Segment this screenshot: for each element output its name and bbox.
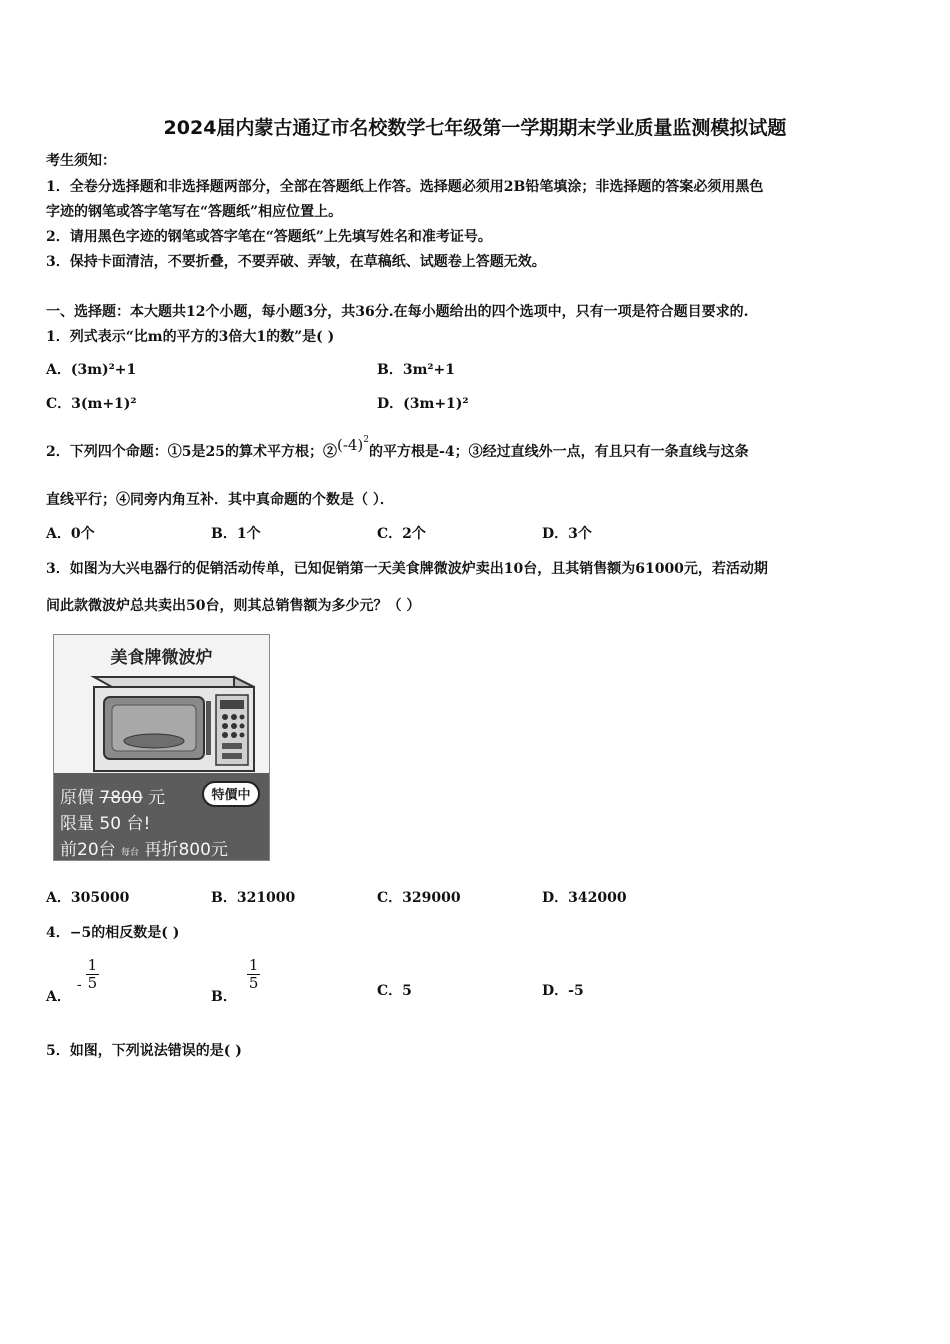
notice-heading: 考生须知： [46, 153, 116, 169]
question-3-stem-line-2: 间此款微波炉总共卖出50台，则其总销售额为多少元？（ ） [46, 598, 421, 614]
question-3-option-d: D．342000 [542, 890, 627, 906]
question-1-option-c: C．3(m+1)² [46, 396, 137, 412]
ad-price-panel [54, 773, 269, 861]
question-2-expression [337, 435, 369, 458]
expression-base: (-4) [336, 436, 364, 454]
question-4-option-c: C．5 [377, 983, 412, 999]
question-2-option-b: B．1个 [211, 526, 261, 542]
discount-per-unit: 每台 [121, 848, 140, 858]
option-a-sign: - [76, 976, 82, 993]
fraction-denominator: 5 [87, 974, 98, 992]
ad-original-price [60, 783, 165, 808]
fraction-numerator: 1 [87, 956, 98, 974]
question-1-option-b: B．3m²+1 [377, 362, 455, 378]
question-2-stem [46, 435, 749, 464]
sale-badge: 特價中 [202, 781, 260, 807]
option-a-label: A． [46, 988, 71, 1005]
question-3-option-a: A．305000 [46, 890, 130, 906]
question-4-option-b [211, 956, 260, 1005]
notice-line-1: 1．全卷分选择题和非选择题两部分，全部在答题纸上作答。选择题必须用2B铅笔填涂；非选择题的答案必须用黑色 [46, 179, 764, 195]
microwave-ad-image [53, 634, 270, 861]
original-price-value: 7800 [99, 788, 143, 808]
notice-line-2: 字迹的钢笔或答字笔写在“答题纸”相应位置上。 [46, 204, 343, 220]
expression-exponent: 2 [363, 435, 370, 445]
question-1-option-d: D．(3m+1)² [377, 396, 469, 412]
question-5-stem: 5．如图，下列说法错误的是( ) [46, 1043, 242, 1059]
ad-heading: 美食牌微波炉 [110, 648, 213, 668]
page-title: 2024届内蒙古通辽市名校数学七年级第一学期期末学业质量监测模拟试题 [163, 117, 787, 139]
question-3-option-c: C．329000 [377, 890, 461, 906]
question-2-option-c: C．2个 [377, 526, 426, 542]
question-2-stem-part-2: 的平方根是-4；③经过直线外一点，有且只有一条直线与这条 [369, 444, 749, 460]
question-1-option-a: A．(3m)²+1 [46, 362, 137, 378]
question-2-stem-line-2: 直线平行；④同旁内角互补．其中真命题的个数是（ ）． [46, 492, 394, 508]
microwave-icon [54, 665, 270, 775]
question-2-option-a: A．0个 [46, 526, 95, 542]
notice-line-3: 2．请用黑色字迹的钢笔或答字笔在“答题纸”上先填写姓名和准考证号。 [46, 229, 492, 245]
option-a-fraction [86, 957, 100, 992]
question-4-option-d: D．-5 [542, 983, 584, 999]
fraction-denominator: 5 [248, 974, 259, 992]
discount-amount: 再折800元 [144, 840, 228, 860]
fraction-numerator: 1 [248, 956, 259, 974]
notice-line-4: 3．保持卡面清洁，不要折叠，不要弄破、弄皱，在草稿纸、试题卷上答题无效。 [46, 254, 546, 270]
section-heading: 一、选择题：本大题共12个小题，每小题3分，共36分.在每小题给出的四个选项中，只有一项是符合题目要求的. [46, 304, 749, 320]
original-price-label: 原價 [60, 788, 94, 808]
question-4-option-a [46, 956, 99, 1005]
question-2-option-d: D．3个 [542, 526, 592, 542]
option-b-fraction [247, 957, 261, 992]
question-2-stem-part-1: 2．下列四个命题：①5是25的算术平方根；② [46, 444, 337, 460]
question-3-stem-line-1: 3．如图为大兴电器行的促销活动传单，已知促销第一天美食牌微波炉卖出10台，且其销售额为61000元，若活动期 [46, 561, 768, 577]
discount-first-units: 前20台 [60, 840, 116, 860]
ad-discount-text [60, 835, 228, 860]
question-1-stem: 1．列式表示“比m的平方的3倍大1的数”是( ) [46, 329, 335, 345]
option-b-label: B． [211, 988, 237, 1005]
question-4-stem: 4．−5的相反数是( ) [46, 925, 180, 941]
question-3-option-b: B．321000 [211, 890, 296, 906]
original-price-unit: 元 [148, 788, 166, 808]
ad-limit-text: 限量 50 台! [60, 814, 151, 834]
